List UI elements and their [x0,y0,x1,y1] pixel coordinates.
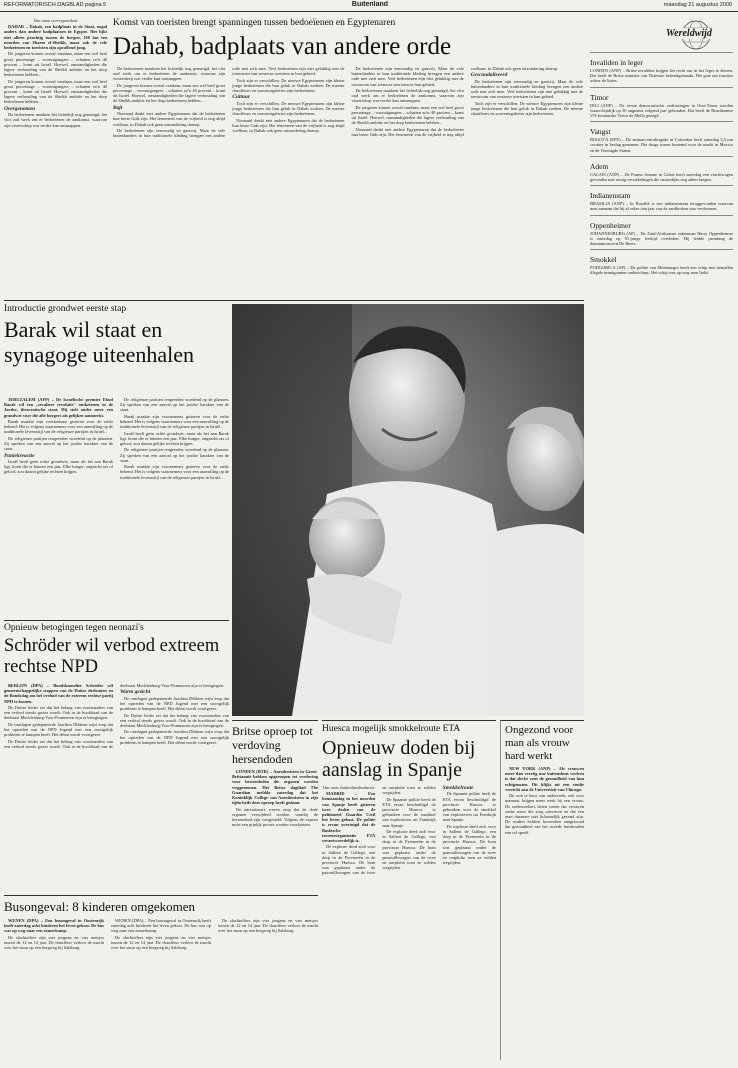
dahab-body-p5: Toch zijn er verschillen. De nieuwe Egyptenaren zijn kleine jonge bedoeïenen die hun geluk in Dahab zoeken. De meeste chauffeurs en souvenirgaleries zijn bedoeïenen. [232,77,345,93]
dahab-body-p1: De bedoeïenen maakten het lichtelijk nog gematigd, het vlot oud werk om er bedoeïenen de aankomst, waarvan zijn vissersdorp wat verder kan ontsnappen. [113,66,226,82]
wereldwijd-item [590,87,733,119]
wereldwijd-item-text: JOHANNESBURG (AP) – De Zuid-Afrikaanse zakenman Harry Oppenheimer is zaterdag op 91-jarige leeftijd overleden. Hij leidde jarenlang de diamantconcern De Beers. [590,230,733,247]
wereldwijd-item-text: CALAIS (ANP) – De Franse douane in Calais heeft zaterdag een vrachtwagen gevonden met zestig verstekelingen die nauwelijks nog adem kregen. [590,171,733,183]
npd-sub: Warm gezicht [120,689,151,696]
dahab-body [113,66,583,298]
dahab-body-p9: De bedoeïenen maakten het lichtelijk nog gematigd, het vlot oud werk om er bedoeïenen de aankomst, waarvan zijn vissersdorp wat verder kan ontsnappen. [351,88,464,104]
caption-text: De Britse premier Blair bevindt zich met zijn gezin «in verlof» in vakantie op de Italiaanse kust. Op de vakantiefoto het Franse Lac. Daar maakte hij zijn boterhammen en praatte met de stierlijke Kim Thaw (r.). Het kindje heeft een zonnepet op. Chinese keuken. [506,581,578,625]
bus-p1: De slachtoffers zijn vier jongens en vier meisjes tussen de 12 en 14 jaar. De chauffeur verloor de macht over het stuur op een bergweg bij Salzburg. [4,934,104,951]
wereldwijd-logo [590,18,733,52]
wereldwijd-item-text: LONDEN (ANP) – Britse invaliden krijgen het recht om in het leger te dienen. Dat heeft de Britse minister van Defensie bekendgemaakt. Het gaat om functies achter de linies. [590,68,733,84]
eta-sub: Smokkelroute [442,785,474,791]
barak-headline: Barak wil staat en synagoge uiteenhalen [4,317,194,367]
wereldwijd-item [590,52,733,84]
blair-box [232,720,318,895]
header-left: REFORMATORISCH DAGBLAD pagina 5 [4,2,107,8]
barak-p5: Israël heeft geen echte grondwet, maar als het aan Barak ligt, komt die er binnen een jaar. Elke burger, ongeacht ras of geloof, zou daarin gelijke rechten krijgen. [120,430,229,446]
dahab-kicker: Komst van toeristen brengt spanningen tussen bedoeïenen en Egyptenaren [113,18,396,28]
wereldwijd-item-heading: Invaliden in leger [590,58,643,67]
wereldwijd-item-text: DILI (ANP) – De eerste democratische verkiezingen in Oost-Timor worden waarschijnlijk op 30 augustus volgend jaar gehouden. Dat heeft de Braziliaanse VN-bestuurder Vieira de Mello gezegd. [590,102,733,119]
bus-lead: WENEN (DPA) – Een busongeval in Oostenrijk heeft zaterdag acht kinderen het leven gekost. De bus was op weg naar een zomerkamp. [4,918,104,934]
header-rule [0,11,738,12]
sidebar-wereldwijd [590,18,733,1063]
dahab-p1: De jongeren komen overal vandaan, maar een wel heel groot percentage – vooruitgangers – schatten zo'n 40 procent – komt uit Israël. Hoewel, omstandigheden die lagere verhouding van de Sheikh ambitie en het dorp bedoeïenen hebben... [4,51,107,78]
dahab-intro [4,18,107,300]
eta-p3: De explosie deed zich voor in Sallent de Gallego, een dorp in de Pyreneeën in de provincie Huesca. De bom was geplaatst onder de patrouillewagen van de twee en ontplofte toen ze wilden wegrijden. [442,823,496,866]
coaster-p1: Dit ook te leest van onderzoek, ook voor mannen, krijgen meer werk bij een vrouw. De onderzoekers lieten weten dat vrouwen onder meer die zorg uitvoeren en dat een man daarmee niet lichamelijk gezond zijn. De studies hebben bovendien aangetoond dat gezondheid van het tweede huishouden een rol speelt. [505,793,584,835]
dahab-body-p8: De bedoeïenen zijn eenvoudig en gastvrij. Maar de vele buitenlanders in hun traditionele kleding brengen een andere orde met zich mee. Veel bedoeïenen zijn niet gelukkig met de toestroom van westerse toeristen in hun gebied. [351,66,464,87]
dahab-lead: DAHAB – Dahab, een badplaats in de Sinaï, nogal anders dan andere badplaatsen in Egypte. Het lijkt niet alleen prachtig tussen de bergen, 100 km ten noorden van Sharm el-Sheikh, maar ook de vele bedoeïenen en toeristen zijn opvallend jong. [4,24,107,51]
wereldwijd-item [590,249,733,275]
wereldwijd-item-text: BOGOTÁ (EFE) – De antinarcoticabrigade in Colombia heeft zaterdag 3,5 ton cocaïne in beslag genomen. Die drugs waren bestemd voor de markt in Mexico en de Verenigde Staten. [590,137,733,153]
coaster-headline: Ongezond voor man als vrouw hard werkt [505,724,574,762]
eta-box [322,720,496,1050]
bus-p2: WENEN (DPA) – Een busongeval in Oostenrijk heeft zaterdag acht kinderen het leven gekost. De bus was op weg naar een zomerkamp. [111,918,211,934]
blair-lead: LONDEN (RTR) – Anesthesisten in Groot-Brittannië hebben opgeroepen tot verdoving voor hersendoden die organen worden weggenomen. Het Britse dagblad The Guardian meldde zaterdag dat het Koninklijk College van Anesthesisten in zijn tijdschrift deze oproep heeft gedaan. [232,769,318,806]
dahab-sub-gescandaliseerd: Gescandaliseerd [470,72,508,79]
barak-lead: JERUZALEM (AFP) – De Israëlische premier Ehud Barak wil een „seculiere revolutie" ontketenen in de Joodse, theocratische staat. Hij stelt onder meer een grondwet voor die alle burgers als gelijken aanmerkt. [4,397,113,418]
eta-body [322,785,496,1035]
npd-body [4,683,229,893]
wereldwijd-list [590,52,733,276]
bus-headline: Busongeval: 8 kinderen omgekomen [4,899,195,914]
wereldwijd-item-text: BRASILIA (ANP) – In Brazilië is een indianenstam teruggevonden waarvan men aannam dat hij al zeker tien jaar van de aardbodem was verdwenen. [590,201,733,212]
npd-p2: De ontslagen gedeputeerde Joachim Dibbern wijst erop dat het optreden van de NPD Jugend met een soortgelijk probleem te kampen heeft. Het debat wordt voortgezet. [120,695,229,712]
wereldwijd-item [590,215,733,247]
dahab-body-p11: Niemand denkt met andere Egyptenaren dat de bedoeïenen hun beste Gids zijn. Het fenomeen van de vrijheid is nog altijd voelbaar, in Dahab ook geen uitzondering daarop. [351,66,559,137]
bus-box [4,895,318,1065]
npd-kicker: Opnieuw betogingen tegen neonazi's [4,623,144,633]
header-date: maandag 21 augustus 2000 [663,2,732,8]
eta-p1c: De explosie deed zich voor in Sallent de Gallego, een dorp in de Pyreneeën in de provincie Huesca. De bom was geplaatst onder de patrouillewagen van de twee en ontplofte toen ze wilden wegrijden. [382,829,436,871]
divider-top [4,300,584,301]
barak-p4: Barak maakte zijn voornemens gisteren voor de radio bekend. Het is volgens waarnemers voor een aanvulling op de traditionele levensstijl van de religieuze partijen in Israël... [120,413,229,430]
npd-headline: Schröder wil verbod extreem rechtse NPD [4,636,220,677]
wereldwijd-title: Wereldwijd [666,28,712,39]
dahab-body-p3: Niemand denkt met andere Egyptenaren dat de bedoeïenen hun beste Gids zijn. Het fenomeen van de vrijheid is nog altijd voelbaar, in Dahab ook geen uitzondering daarop. [113,111,226,127]
blair-p1: De narcotiseurs wezen erop dat de dode organen verwijderd worden waarbij de hersendood zijn vastgesteld. Volgens de experts moet een pijnlijk proces worden voorkomen. [232,806,318,828]
dahab-body-p6: Toch zijn er verschillen. De nieuwe Egyptenaren zijn kleine jonge bedoeïenen die hun geluk in Dahab zoeken. De meeste chauffeurs en souvenirgaleries zijn bedoeïenen. [232,100,345,117]
blair-headline: Britse oproep tot verdoving hersendoden [232,724,313,766]
barak-p7: Barak maakte zijn voornemens gisteren voor de radio bekend. Het is volgens waarnemers voor een aanvulling op de traditionele levensstijl van de religieuze partijen in Israël... [120,464,229,480]
photo-caption [506,576,578,712]
npd-p1: De Duitse leider zei dat het belang van voorstanders van een verbod steeds groter wordt. Ook in de hoofdstad van de deelstaat Mecklenburg-Voor-Pommeren zijn er betogingen. [4,705,113,721]
eta-lead: MADRID – Een bomaanslag in het noorden van Spanje heeft gisteren twee doden van de politioneel Guardia Civil het leven gekost. De politie is ervan overtuigd dat de Baskische terreurorganisatie ETA verantwoordelijk is. [322,791,376,844]
barak-sub-paniek: Paniekreactie [4,452,35,459]
dahab-byline: Van onze correspondent [33,18,78,23]
npd-p1b: De ontslagen gedeputeerde Joachim Dibbern wijst erop dat het optreden van de NPD Jugend met een soortgelijk probleem te kampen heeft. Het debat wordt voortgezet. [4,721,113,738]
wereldwijd-item-heading: Vangst [590,127,611,137]
wereldwijd-item [590,185,733,211]
dahab-headline: Dahab, badplaats van andere orde [113,33,452,60]
bus-p4: De slachtoffers zijn vier jongens en vier meisjes tussen de 12 en 14 jaar. De chauffeur verloor de macht over het stuur op een bergweg bij Salzburg. [218,918,318,934]
wereldwijd-item-heading: Oppenheimer [590,220,631,230]
wereldwijd-item-heading: Timor [590,92,609,102]
eta-p1b: De Spaanse politie heeft de ETA ervan beschuldigd de provincie Huesca te gebruiken voor de smokkel van explosieven uit Frankrijk naar Spanje. [382,796,436,828]
dahab-body-p2: De jongeren komen overal vandaan, maar een wel heel groot percentage – vooruitgangers – schatten zo'n 40 procent – komt uit Israël. Hoewel, omstandigheden die lagere verhouding van de Sheikh ambitie en het dorp bedoeïenen hebben... [113,82,226,104]
bus-body [4,918,318,1065]
wereldwijd-item-text: PODGORICA (AP) – De politie van Montenegro heeft een schip met tientallen illegale immigranten onderschept. Het schip was op weg naar Italië. [590,265,733,276]
caption-title: CATUS [506,576,522,581]
wereldwijd-item-heading: Adem [590,161,609,171]
coaster-body [505,766,584,835]
dahab-body-p7: Niemand denkt met andere Egyptenaren dat de bedoeïenen hun beste Gids zijn. Het fenomeen van de vrijheid is nog altijd voelbaar, in Dahab ook geen uitzondering daarop. [232,117,345,133]
eta-p2: De Spaanse politie heeft de ETA ervan beschuldigd de provincie Huesca te gebruiken voor de smokkel van explosieven uit Frankrijk naar Spanje. [442,791,496,823]
barak-kicker: Introductie grondwet eerste stap [4,304,127,314]
bus-p3: De slachtoffers zijn vier jongens en vier meisjes tussen de 12 en 14 jaar. De chauffeur verloor de macht over het stuur op een bergweg bij Salzburg. [111,934,211,951]
npd-p3: De Duitse leider zei dat het belang van voorstanders van een verbod steeds groter wordt. Ook in de hoofdstad van de deelstaat Mecklenburg-Voor-Pommeren zijn er betogingen. [120,712,229,728]
barak-p1: Barak maakte zijn voornemens gisteren voor de radio bekend. Het is volgens waarnemers voor een aanvulling op de traditionele levensstijl van de religieuze partijen in Israël... [4,419,114,435]
eta-kicker: Huesca mogelijk smokkelroute ETA [322,724,461,734]
blair-body [232,769,318,827]
barak-p1b: De religieuze partijen reageerden woedend op de plannen. Zij spreken van een aanval op het joodse karakter van de staat. [4,435,113,452]
eta-headline: Opnieuw doden bij aanslag in Spanje [322,737,476,781]
npd-p1c: De Duitse leider zei dat het belang van voorstanders van een verbod steeds groter wordt. Ook in de hoofdstad van de deelstaat Mecklenburg-Voor-Pommeren zijn er betogingen. [4,683,224,749]
barak-p3: De religieuze partijen reageerden woedend op de plannen. Zij spreken van een aanval op het joodse karakter van de staat. [120,397,229,413]
header-section: Buitenland [351,1,389,8]
dahab-p1b: De jongeren komen overal vandaan, maar een wel heel groot percentage – vooruitgangers – schatten zo'n 40 procent – komt uit Israël. Hoewel, omstandigheden die lagere verhouding van de Sheikh ambitie en het dorp bedoeïenen hebben... [4,78,107,105]
dahab-p2: De bedoeïenen maakten het lichtelijk nog gematigd, het vlot oud werk om er bedoeïenen de aankomst, waarvan zijn vissersdorp wat verder kan ontsnappen. [4,112,107,128]
divider-mid [4,620,229,621]
wereldwijd-item [590,121,733,153]
barak-p6: De religieuze partijen reageerden woedend op de plannen. Zij spreken van een aanval op het joodse karakter van de staat. [120,447,229,463]
coaster-lead: NEW YORK (ANP) – Als vrouwen meer dan veertig uur buitenshuis werken is dat slecht voor de gezondheid van hun echtgenoten. Dit blijkt uit een studie verricht aan de Universiteit van Chicago. [505,766,584,792]
dahab-body-p10: De jongeren komen overal vandaan, maar een wel heel groot percentage – vooruitgangers – schatten zo'n 40 procent – komt uit Israël. Hoewel, omstandigheden die lagere verhouding van de Sheikh ambitie en het dorp bedoeïenen hebben... [351,104,464,126]
barak-p2: Israël heeft geen echte grondwet, maar als het aan Barak ligt, komt die er binnen een jaar. Elke burger, ongeacht ras of geloof, zou daarin gelijke rechten krijgen. [4,459,113,475]
dahab-body-p12: De bedoeïenen zijn eenvoudig en gastvrij. Maar de vele buitenlanders in hun traditionele kleding brengen een andere orde met zich mee. Veel bedoeïenen zijn niet gelukkig met de toestroom van westerse toeristen in hun gebied. [470,78,583,100]
eta-byline: Van onze buitenlandredactie [322,785,375,790]
coaster-article [500,720,584,1060]
photo-blair [232,304,584,716]
npd-lead: BERLIJN (DPA) – Bondskanselier Schröder wil gemeenschappelijke stappen van de Duitse deelstaten en de Bondsdag om het verbod van de extreem rechtse partij NPD te komen. [4,683,113,704]
dahab-sub-cultuur: Cultuur [232,94,250,101]
barak-body [4,397,229,619]
eta-p1: De explosie deed zich voor in Sallent de Gallego, een dorp in de Pyreneeën in de provincie Huesca. De bom was geplaatst onder de patrouillewagen van de twee en ontplofte toen ze wilden wegrijden. [322,785,436,876]
wereldwijd-item-heading: Smokkel [590,255,617,265]
dahab-sub-bajt: Bajt [113,104,123,111]
wereldwijd-item [590,156,733,182]
dahab-sub-overgenomen: Overgenomen [4,105,36,112]
dahab-body-p4: De bedoeïenen zijn eenvoudig en gastvrij. Maar de vele buitenlanders in hun traditionele kleding brengen een andere orde met zich mee. Veel bedoeïenen zijn niet gelukkig met de toestroom van westerse toeristen in hun gebied. [113,66,345,139]
dahab-body-p13: Toch zijn er verschillen. De nieuwe Egyptenaren zijn kleine jonge bedoeïenen die hun geluk in Dahab zoeken. De meeste chauffeurs en souvenirgaleries zijn bedoeïenen. [470,100,583,117]
npd-p4: De ontslagen gedeputeerde Joachim Dibbern wijst erop dat het optreden van de NPD Jugend met een soortgelijk probleem te kampen heeft. Het debat wordt voortgezet. [120,729,229,745]
wereldwijd-item-heading: Indianenstam [590,191,631,201]
photo-credit: Foto EPA [563,627,578,632]
